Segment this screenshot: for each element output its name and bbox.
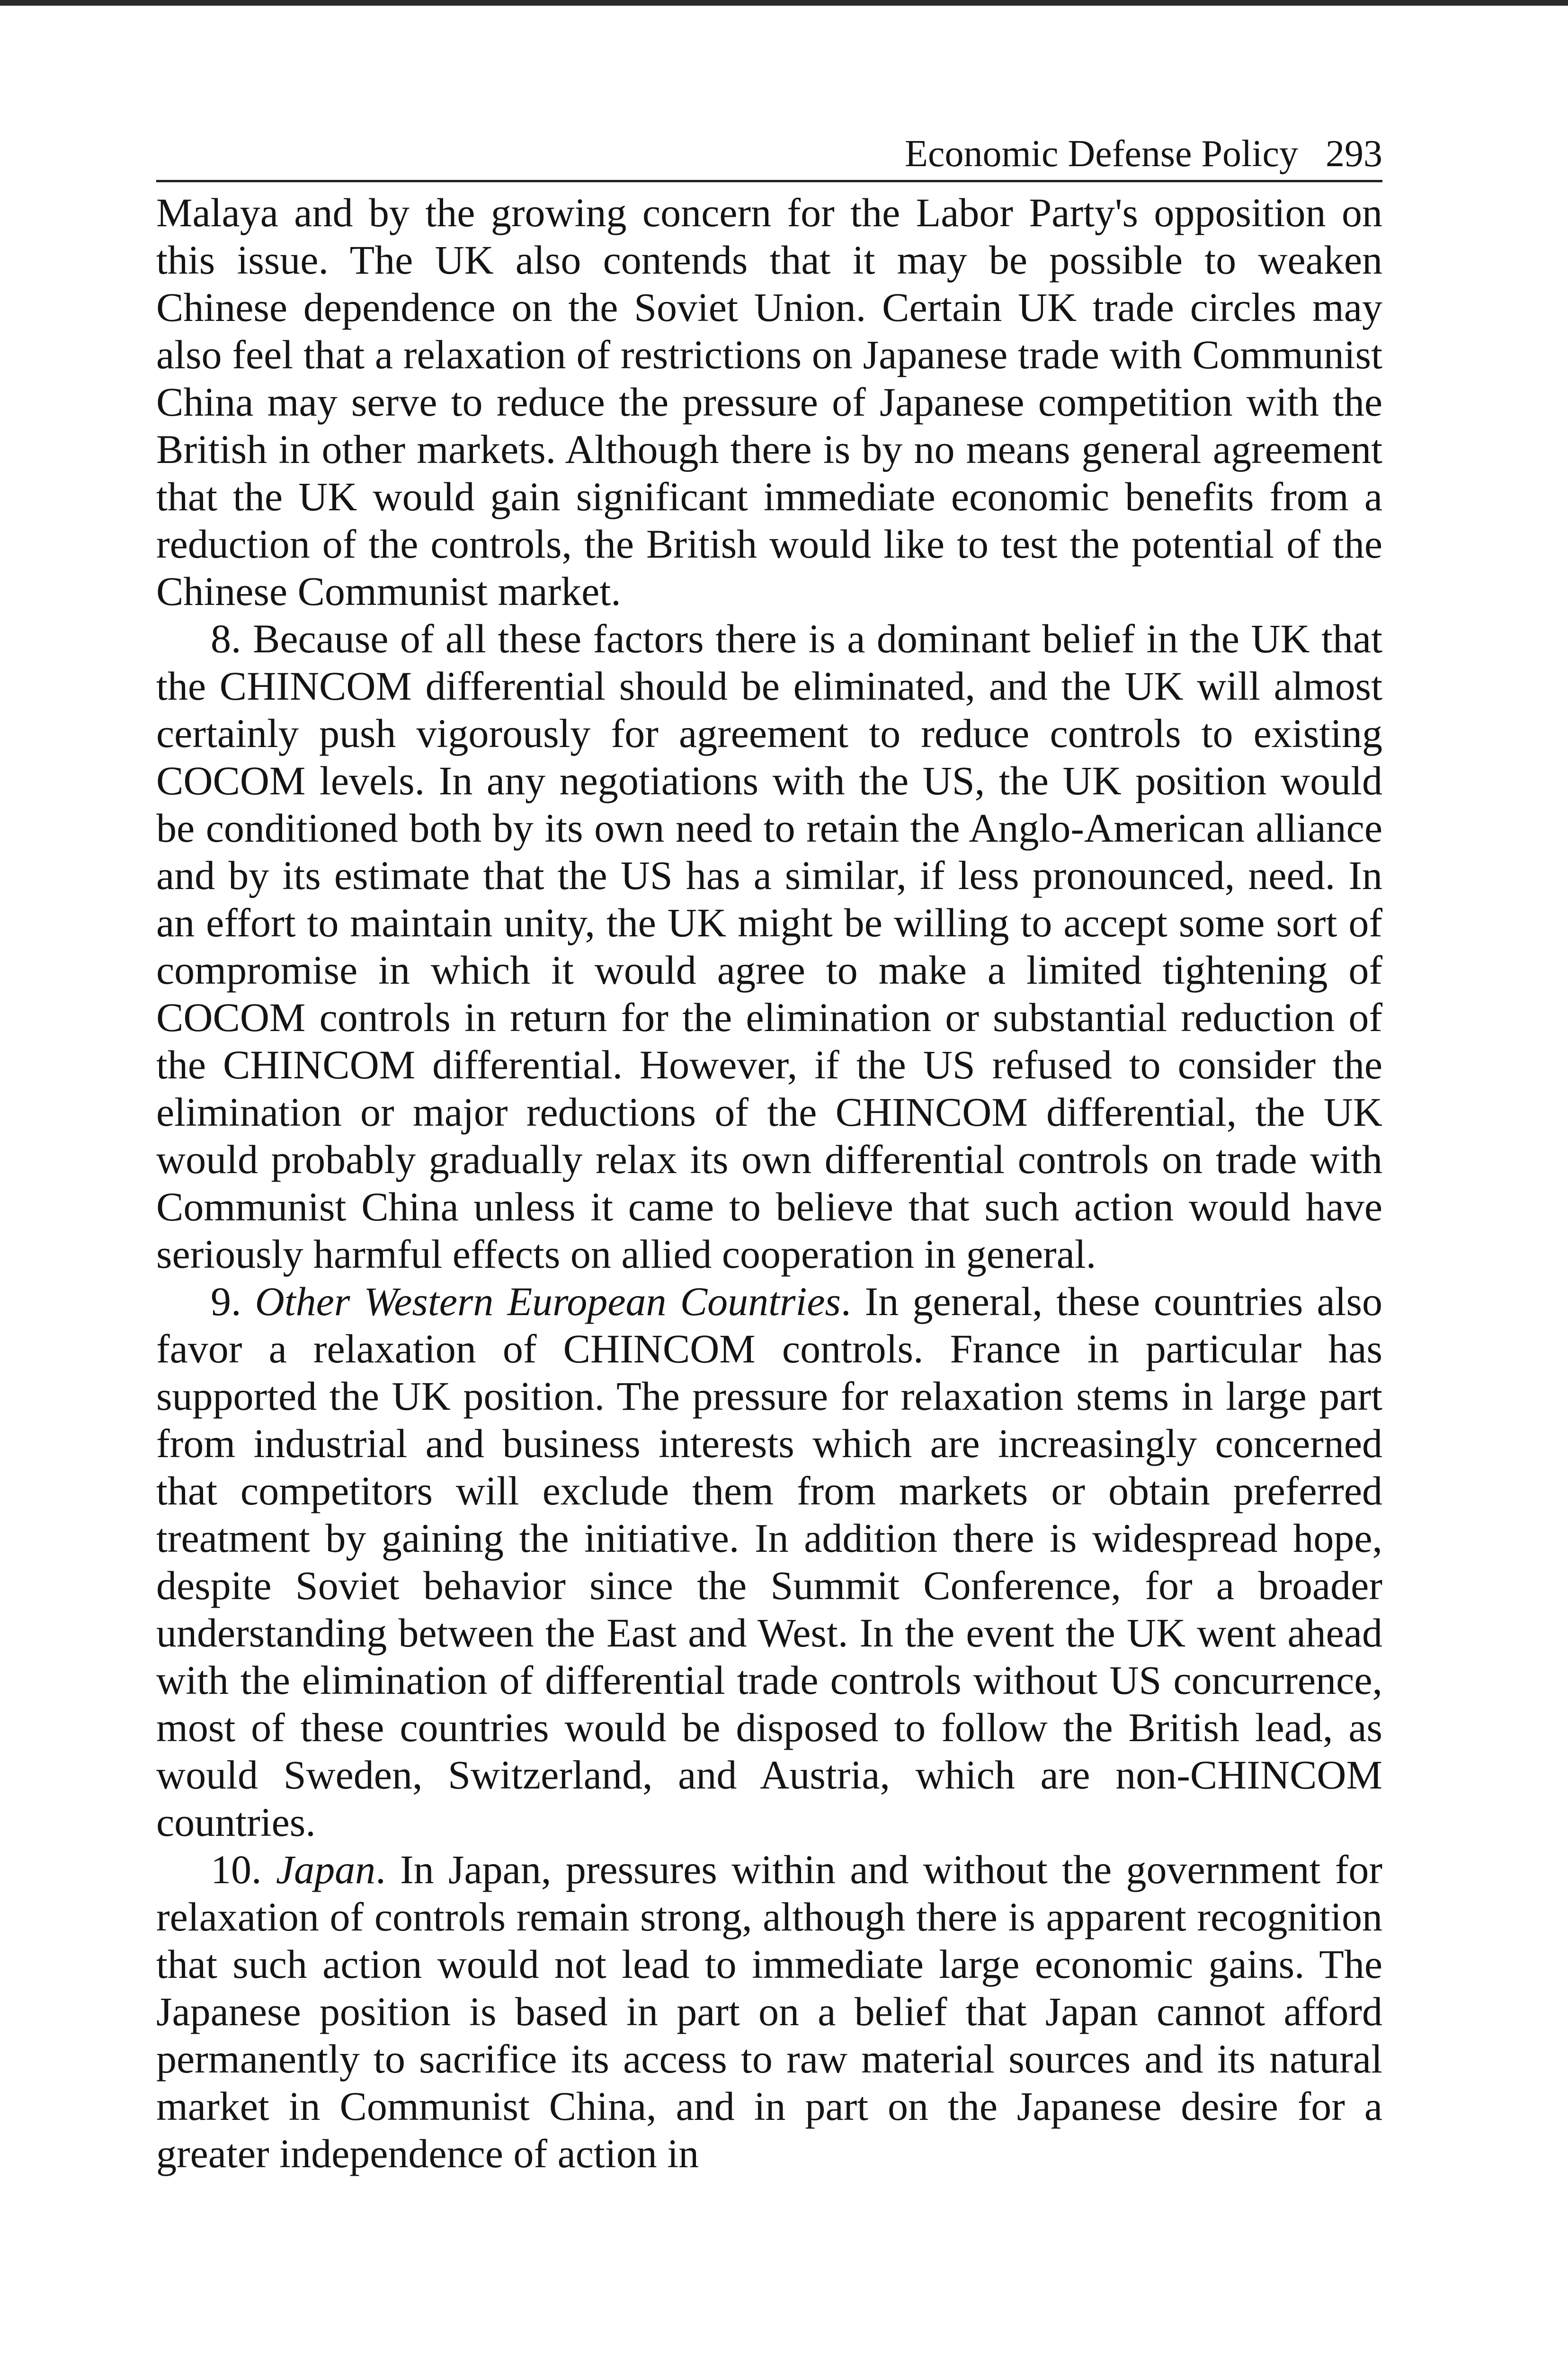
paragraph-9: [156, 1278, 1382, 1846]
paragraph-text: . In general, these countries also favor a relaxation of CHINCOM controls. France in particular has supported the UK position. The pressure for relaxation stems in large part from industrial and business interests which are increasingly concerned that competitors will exclude them from markets or obtain preferred treatment by gaining the initiative. In addition there is widespread hope, despite Soviet behavior since the Summit Conference, for a broader understanding between the East and West. In the event the UK went ahead with the elimination of differential trade controls without US concurrence, most of these countries would be disposed to follow the British lead, as would Sweden, Switzerland, and Austria, which are non-CHINCOM countries.: [156, 1279, 1382, 1845]
paragraph-10: [156, 1846, 1382, 2177]
page-number: 293: [1326, 133, 1382, 175]
scan-top-border: [0, 0, 1568, 6]
book-page: [156, 128, 1382, 2177]
paragraph-8: 8. Because of all these factors there is a dominant belief in the UK that the CHINCOM differential should be eliminated, and the UK will almost certainly push vigorously for agreement to reduce controls to existing COCOM levels. In any negotiations with the US, the UK position would be conditioned both by its own need to retain the Anglo-American alliance and by its estimate that the US has a similar, if less pronounced, need. In an effort to maintain unity, the UK might be willing to accept some sort of compromise in which it would agree to make a limited tightening of COCOM controls in return for the elimination or substantial reduction of the CHINCOM differential. However, if the US refused to consider the elimination or major reductions of the CHINCOM differential, the UK would probably gradually relax its own differential controls on trade with Communist China unless it came to believe that such action would have seriously harmful effects on allied cooperation in general.: [156, 616, 1382, 1277]
paragraph-number: 10.: [211, 1847, 276, 1892]
section-heading-japan: Japan: [276, 1847, 376, 1892]
paragraph-number: 9.: [211, 1279, 255, 1324]
paragraph-continued: Malaya and by the growing concern for the Labor Party's opposition on this issue. The UK also contends that it may be possible to weaken Chinese dependence on the Soviet Union. Certain UK trade circles may also feel that a relaxation of restrictions on Japanese trade with Communist China may serve to reduce the pressure of Japanese competition with the British in other markets. Although there is by no means general agreement that the UK would gain significant immediate economic benefits from a reduction of the controls, the British would like to test the potential of the Chinese Communist market.: [156, 190, 1382, 614]
running-header: [156, 128, 1382, 182]
paragraph-text: . In Japan, pressures within and without the government for relaxation of controls remain strong, although there is apparent recognition that such action would not lead to immediate large economic gains. The Japanese position is based in part on a belief that Japan cannot afford permanently to sacrifice its access to raw material sources and its natural market in Communist China, and in part on the Japanese desire for a greater independence of action in: [156, 1847, 1383, 2176]
body-text: [156, 189, 1382, 2177]
section-heading-western-europe: Other Western European Countries: [255, 1279, 841, 1324]
running-title: Economic Defense Policy: [905, 133, 1298, 175]
